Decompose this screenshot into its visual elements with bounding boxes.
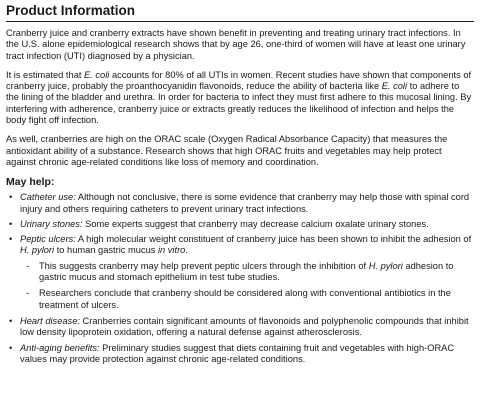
paragraph-ecoli	[6, 70, 474, 126]
list-item-heart-disease	[6, 316, 474, 339]
sublist-item-text	[39, 261, 453, 282]
text-run: This suggests cranberry may help prevent peptic ulcers through the inhibition of	[39, 260, 369, 271]
text-run: A high molecular weight constituent of cranberry juice has been shown to inhibit the adhesion of	[75, 234, 472, 245]
italic-term: H. pylori	[20, 245, 55, 256]
list-item-anti-aging	[6, 343, 474, 366]
bullet-icon: •	[9, 315, 13, 326]
list-item-label: Catheter use:	[20, 192, 76, 203]
italic-term: in vitro	[157, 245, 186, 256]
list-item-peptic-ulcers	[6, 234, 474, 311]
text-run: .	[185, 245, 188, 256]
italic-term: E. coli	[84, 69, 110, 80]
sublist-item	[26, 261, 474, 284]
dash-icon: -	[26, 288, 30, 299]
text-run: to adhere to the lining of the bladder and urethra. In order for bacteria to infect they must first adhere to this mucosal lining. By interfering with adherence, cranberry juice or extracts greatly reduces the likelihood of infection and helps the body fight off infection.	[6, 81, 472, 126]
bullet-icon: •	[9, 192, 13, 203]
text-run: Cranberry juice and cranberry extracts have shown benefit in preventing and treating urinary tract infections. In the U.S. alone epidemiological research shows that by age 26, one-third of women will have at least one urinary tract infection (UTI) diagnosed by a physician.	[6, 28, 466, 61]
list-item-text	[20, 192, 469, 213]
bullet-icon: •	[9, 342, 13, 353]
list-item-catheter	[6, 192, 474, 215]
sublist-item	[26, 288, 474, 311]
text-run: It is estimated that	[6, 69, 85, 80]
title-divider	[6, 21, 474, 22]
text-run: to human gastric mucus	[54, 245, 158, 256]
text-run: As well, cranberries are high on the ORAC scale (Oxygen Radical Absorbance Capacity) that measures the antioxidant ability of a substance. Research shows that high ORAC fruits and vegetables may help protect against chronic age-related conditions like loss of memory and coordination.	[6, 134, 448, 167]
text-run: accounts for 80% of all UTIs in women. Recent studies have shown that components of cranberry juice, probably the proanthocyanidin flavonoids, reduce the ability of bacteria like	[6, 69, 472, 92]
text-run: Cranberries contain significant amounts of flavonoids and polyphenolic compounds that inhibit low density lipoprotein oxidation, offering a natural defense against atherosclerosis.	[20, 315, 469, 338]
text-run: Some experts suggest that cranberry may decrease calcium oxalate urinary stones.	[82, 218, 429, 229]
text-run: Preliminary studies suggest that diets containing fruit and vegetables with high-ORAC values may provide protection against chronic age-related conditions.	[20, 342, 455, 364]
italic-term: E. coli	[381, 81, 408, 92]
italic-term: H. pylori	[368, 260, 403, 271]
page-title: Product Information	[6, 3, 135, 18]
bullet-icon: •	[9, 218, 13, 229]
list-item-text	[20, 316, 469, 337]
paragraph-orac	[6, 134, 474, 168]
peptic-ulcers-sublist	[20, 261, 474, 311]
list-item-label: Peptic ulcers:	[20, 234, 76, 245]
text-run: Although not conclusive, there is some evidence that cranberry may help those with spinal cord injury and others requiring catheters to prevent urinary tract infections.	[20, 192, 470, 214]
paragraph-intro	[6, 28, 474, 62]
list-item-text	[83, 219, 429, 229]
sublist-item-text	[39, 288, 451, 309]
list-item-urinary-stones	[6, 219, 474, 230]
dash-icon: -	[26, 260, 30, 271]
may-help-list	[6, 192, 474, 365]
list-item-label: Urinary stones:	[20, 218, 83, 229]
text-run: adhesion to gastric mucus and stomach epithelium in test tube studies.	[39, 260, 454, 283]
may-help-heading: May help:	[6, 176, 55, 189]
text-run: Researchers conclude that cranberry should be considered along with conventional antibiotics in the treatment of ulcers.	[39, 288, 451, 310]
list-item-label: Heart disease:	[20, 315, 80, 326]
bullet-icon: •	[9, 234, 13, 245]
list-item-label: Anti-aging benefits:	[20, 342, 100, 353]
list-item-text	[20, 234, 471, 255]
